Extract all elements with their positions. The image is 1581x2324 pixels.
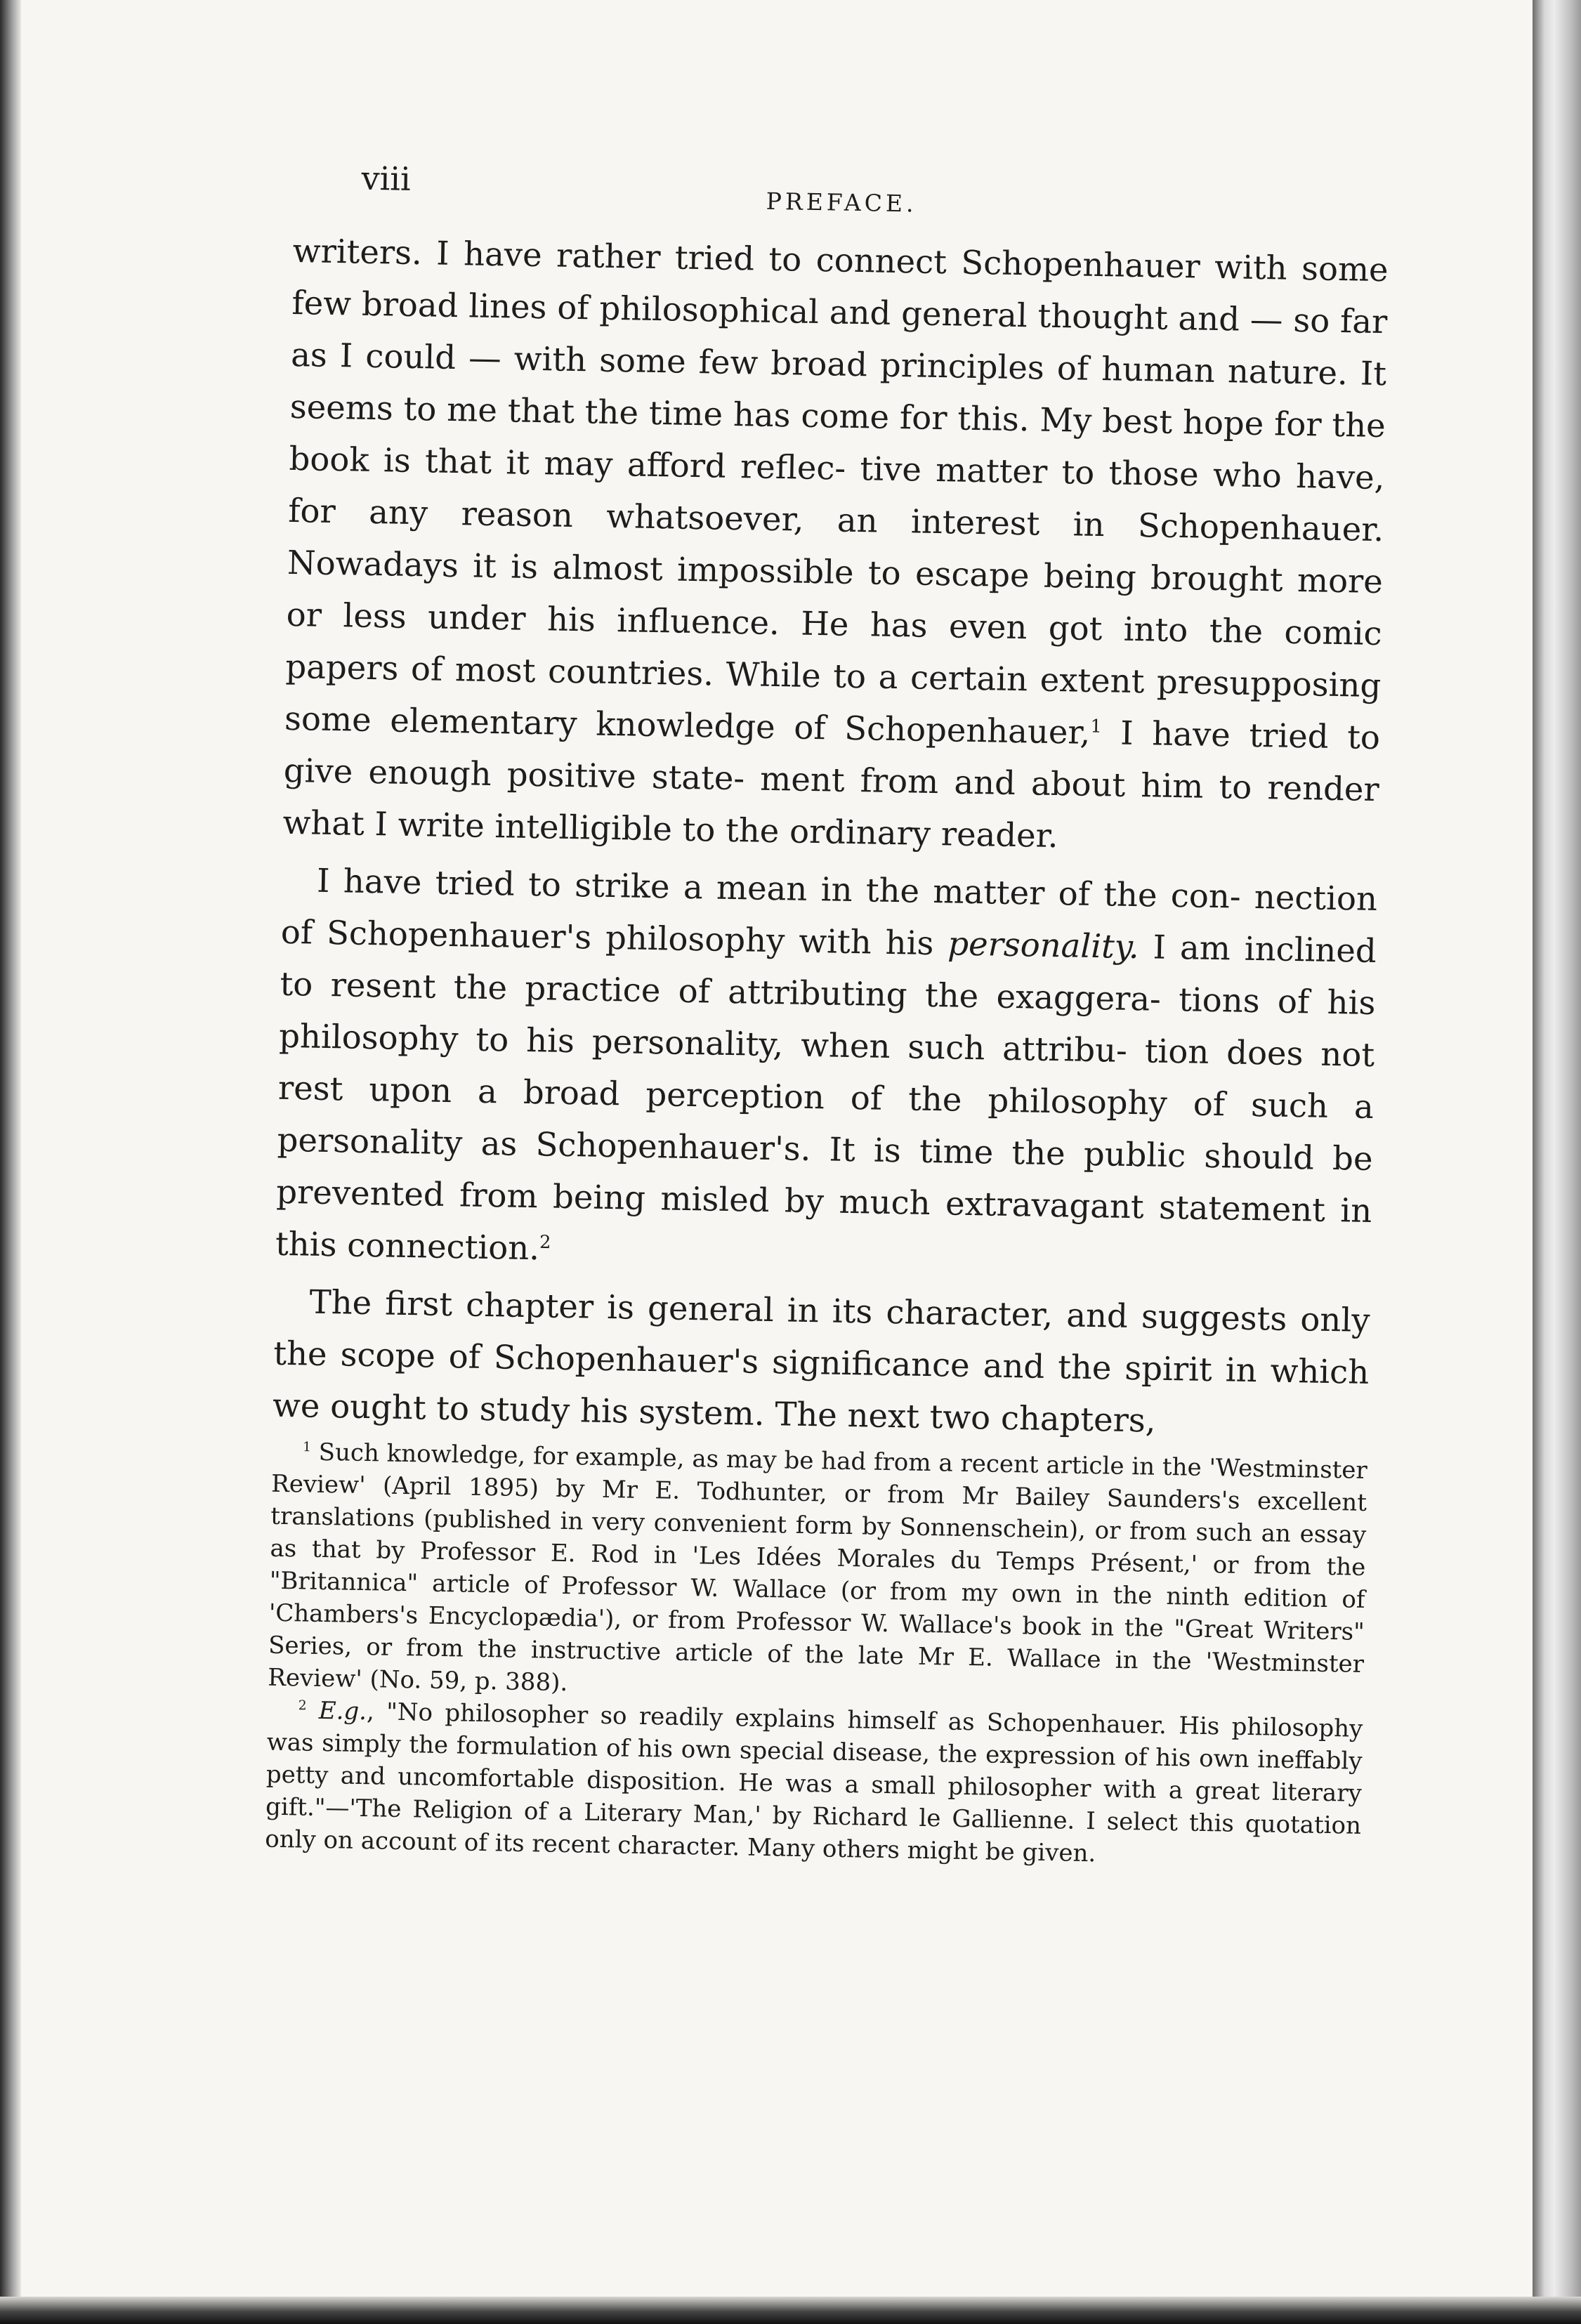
text-line: The first chapter is general in its character, and suggests <box>309 1282 1287 1338</box>
footnote-ref-1: 1 <box>1090 716 1103 737</box>
footnote-1 <box>268 1436 1367 1713</box>
text-line: — so far as I could — with some few broad principles of <box>290 300 1388 388</box>
text-line: of such a personality as Schopenhauer's. It is time the public <box>277 1084 1375 1175</box>
text-line: has even got into the comic papers of most countries. While <box>285 605 1383 695</box>
text-line: tion does not rest upon a broad perception of the philosophy <box>277 1032 1375 1122</box>
text-line: am inclined to resent the practice of attributing the exaggera- <box>280 928 1377 1018</box>
text-line: ment from and about him to render what I write intelligible <box>282 759 1380 848</box>
page-number: viii <box>361 159 412 198</box>
page-outer-shadow <box>0 0 21 2324</box>
page-bottom-shadow <box>0 2297 1581 2324</box>
text-line: only the scope of Schopenhauer's significance and the spirit in <box>273 1300 1370 1390</box>
text-line: human nature. It seems to me that the time has come for <box>289 350 1387 438</box>
text-line: this. My best hope for the book is that it may afford reflec- <box>289 399 1386 487</box>
text-line: to escape being brought more or less under his influence. He <box>286 553 1384 643</box>
text-line: some few broad lines of philosophical and general thought and <box>291 249 1389 339</box>
footnote-mark: 1 <box>302 1440 312 1455</box>
text-line: tions of his philosophy to his personality, when such attribu- <box>278 980 1376 1070</box>
paragraph-3 <box>272 1275 1370 1450</box>
footnotes <box>265 1436 1367 1875</box>
footnote-ref-2: 2 <box>539 1231 551 1254</box>
text-line: nection of Schopenhauer's philosophy with his <box>280 878 1378 963</box>
text-line: tive matter to those who have, for any reason whatsoever, an <box>287 449 1385 540</box>
footnote-text: , "No philosopher so readily explains himself as Schopenhauer. His philosophy was simply the formulation of his own special disease, the expression of his own ineffably petty and uncomfortable disposition. He was a small philosopher with a great literary gift."—'The Religion of a Literary Man,' by Richard le Gallienne. I select this quotation only on account of its recent character. Many others might be given. <box>264 1698 1363 1868</box>
running-title: PREFACE. <box>766 187 917 218</box>
italic-word: personality. <box>947 924 1140 966</box>
page-content <box>265 123 1391 1875</box>
text-line: statement in this connection. <box>275 1188 1372 1268</box>
text-line: to the ordinary reader. <box>682 810 1058 855</box>
text-line: I have tried to give enough positive state- <box>283 714 1381 798</box>
page-gutter-edge <box>1533 0 1581 2324</box>
text-line: interest in Schopenhauer. Nowadays it is almost impossible <box>287 502 1384 591</box>
text-line: I have tried to strike a mean in the matter of the con- <box>316 861 1242 916</box>
footnote-text: Such knowledge, for example, as may be had from a recent article in the 'Westminster Review' (April 1895) by Mr E. Todhunter, or from Mr Bailey Saunders's excellent translations (published in very convenient form by Sonnenschein), or from such an essay as that by Professor E. Rod in 'Les Idées Morales du Temps Présent,' or from the "Britannica" article of Professor W. Wallace (or from my own in the ninth edition of 'Chambers's Encyclopædia'), or from Professor W. Wallace's book in the "Great Writers" Series, or from the instructive article of the late Mr E. Wallace in the 'Westminster Review' (No. 59, p. 388). <box>268 1438 1368 1698</box>
text-line: should be prevented from being misled by much extravagant <box>275 1136 1373 1226</box>
paragraph-1 <box>282 225 1389 867</box>
text-line: writers. I have rather tried to connect Schopenhauer with <box>292 231 1288 287</box>
text-line: to a certain extent presupposing some elementary knowledge <box>284 657 1382 747</box>
text-line: I <box>1139 928 1167 966</box>
footnote-2 <box>265 1694 1363 1875</box>
footnote-mark: 2 <box>298 1698 307 1714</box>
text-line: of Schopenhauer, <box>793 708 1091 751</box>
footnote-abbrev: E.g. <box>318 1696 367 1726</box>
running-head <box>293 123 1390 244</box>
text-line: which we ought to study his system. The next two chapters, <box>272 1351 1370 1440</box>
paragraph-2 <box>275 854 1378 1289</box>
